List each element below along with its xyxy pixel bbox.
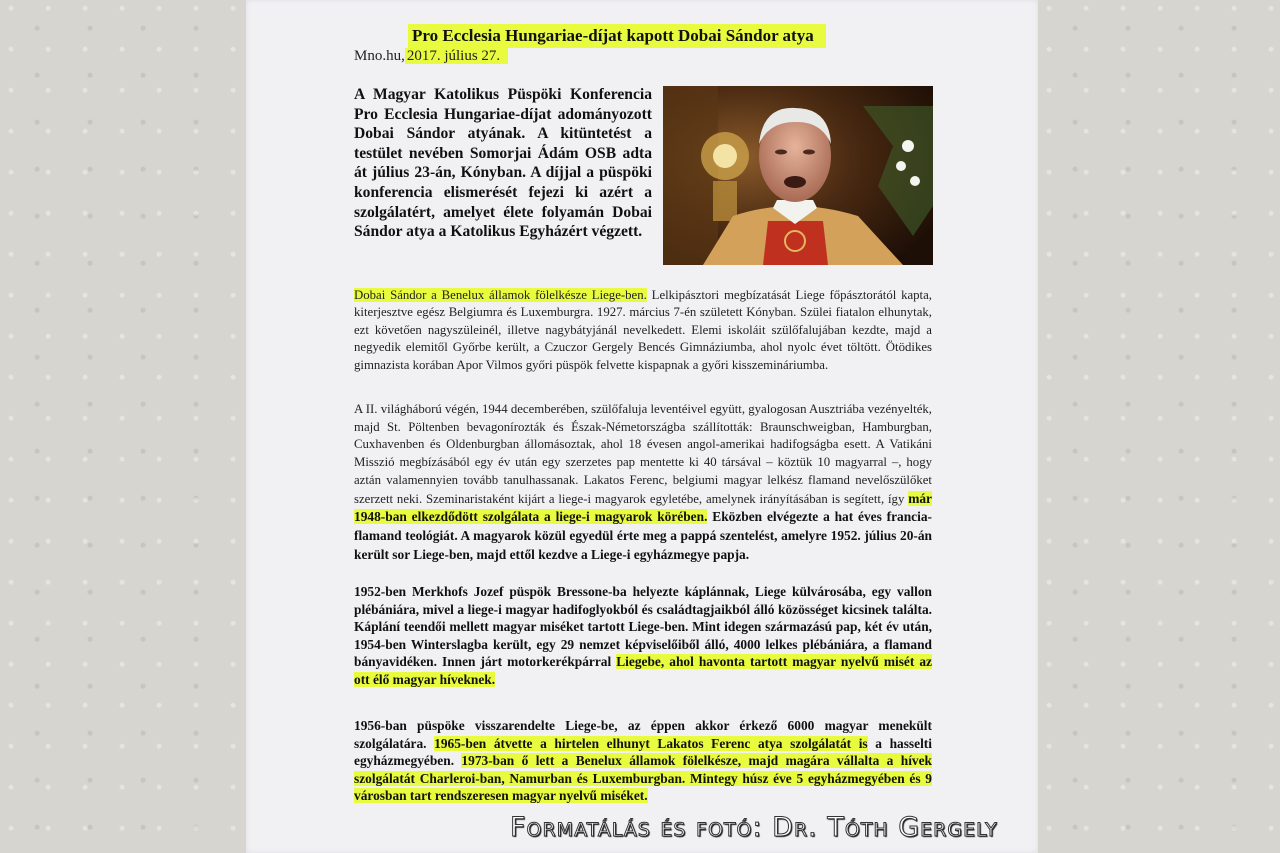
paragraph-3-text: 1952-ben Merkhofs Jozef püspök Bressone-ba helyezte káplánnak, Liege külvárosába, egy vallon plébániára, mivel a liege-i magyar hadifoglyokból és családtagjaikból álló közösséget kicsinek találta. Káplání teendői mellett magyar miséket tartott Liege-ben. Mint idegen származású pap, két év után, 1954-ben Winterslagba került, egy 29 nemzet képviselőiből álló, 4000 lelkes plébániára, a flamand bányavidéken. Innen járt motorkerékpárral bbox=[354, 584, 932, 670]
article-date: 2017. július 27. bbox=[405, 48, 508, 64]
paragraph-1 bbox=[354, 287, 932, 374]
article-meta bbox=[354, 48, 508, 65]
paragraph-4-highlight-1: 1965-ben átvette a hirtelen elhunyt Lakatos Ferenc atya szolgálatát is bbox=[434, 735, 868, 751]
paragraph-2-text: A II. világháború végén, 1944 decemberében, szülőfaluja leventéivel együtt, gyalogosan Ausztriába vezényelték, majd St. Pöltenben bevagonírozták és Észak-Németországba szállították: Braunschweigban, Hamburgban, Cuxhavenben és Oldenburgban állomásoztak, ahol 18 évesen angol-amerikai hadifogságba esett. A Vatikáni Misszió megbízásából egy év után egy szerzetes pap mentette ki 40 társával – köztük 10 magyarral –, hogy aztán valamennyien tovább tanulhassanak. Lakatos Ferenc, belgiumi magyar lelkész flamand nevelőszülőket szerzett neki. Szeminaristaként kijárt a liege-i magyarok egyletébe, amelynek irányításában is segített, így bbox=[354, 402, 932, 506]
priest-portrait-image bbox=[663, 86, 933, 265]
paragraph-3 bbox=[354, 583, 932, 689]
paragraph-2-bold-text: Eközben elvégezte a hat éves francia-flamand teológiát. A magyarok közül egyedül érte meg a pappá szentelést, amelyre 1952. július 20-án került sor Liege-ben, majd ettől kezdve a Liege-i egyházmegye papja. bbox=[354, 509, 933, 562]
paragraph-2-highlight: már 1948-ban elkezdődött szolgálata a liege-i magyarok körében. bbox=[354, 490, 932, 525]
paragraph-4 bbox=[354, 717, 932, 805]
priest-photo bbox=[663, 86, 933, 265]
paragraph-3-highlight: Liegebe, ahol havonta tartott magyar nyelvű misét az ott élő magyar híveknek. bbox=[354, 654, 932, 687]
photo-credit: Formatálás és fotó: Dr. Tóth Gergely bbox=[510, 812, 998, 843]
wall-background-right bbox=[1038, 0, 1280, 853]
article-title: Pro Ecclesia Hungariae-díjat kapott Dobai Sándor atya bbox=[408, 24, 826, 48]
paragraph-1-text: Lelkipásztori megbízatását Liege főpásztorától kapta, kiterjesztve egész Belgiumra és Luxemburgra. 1927. március 7-én született Kónyban. Szülei fiatalon elhunytak, ezt követően nagyszüleinél, illetve nagybátyjánál nevelkedett. Elemi iskoláit szülőfalujában kezdte, majd a negyedik elemitől Győrbe került, a Czuczor Gergely Bencés Gimnáziumba, ahol nyolc évet töltött. Ötödikes gimnazista korában Apor Vilmos győri püspök felvette kispapnak a győri kisszemináriumba. bbox=[354, 288, 932, 372]
paragraph-1-highlight: Dobai Sándor a Benelux államok fölelkésze Liege-ben. bbox=[354, 288, 647, 302]
paragraph-4-highlight-2: 1973-ban ő lett a Benelux államok fölelkésze, majd magára vállalta a hívek szolgálatát Charleroi-ban, Namurban és Luxemburgban. Mintegy húsz éve 5 egyházmegyében és 9 városban tart rendszeresen magyar nyelvű miséket. bbox=[354, 753, 932, 804]
paragraph-2 bbox=[354, 401, 932, 564]
article-lead: A Magyar Katolikus Püspöki Konferencia Pro Ecclesia Hungariae-díjat adományozott Dobai Sándor atyának. A kitüntetést a testület nevében Somorjai Ádám OSB adta át július 23-án, Kónyban. A díjjal a püspöki konferencia elismerését fejezi ki azért a szolgálatért, amelyet élete folyamán Dobai Sándor atya a Katolikus Egyházért végzett. bbox=[354, 86, 652, 241]
paragraph-4-text: 1956-ban püspöke visszarendelte Liege-be, az éppen akkor érkező 6000 magyar menekült szolgálatára. bbox=[354, 718, 932, 751]
article-source: Mno.hu, bbox=[354, 48, 405, 64]
wall-background-left bbox=[0, 0, 246, 853]
paragraph-4-mid-text: a hasselti egyházmegyében. bbox=[354, 735, 932, 769]
